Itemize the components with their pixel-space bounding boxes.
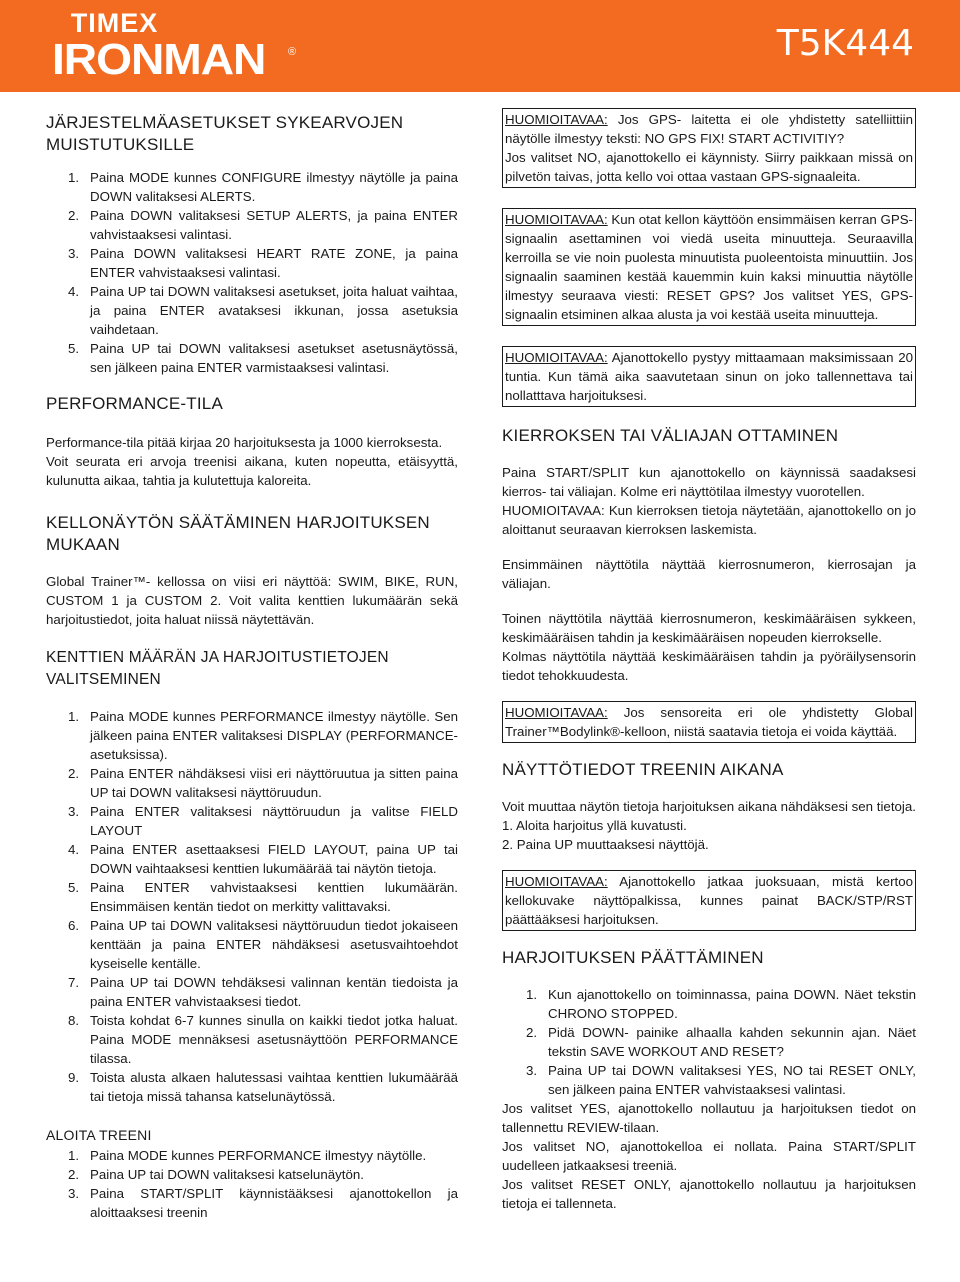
- end-workout-yes: Jos valitset YES, ajanottokello nollautuu ja harjoituksen tiedot on tallennettu REVIEW-tilaan.: [502, 1101, 916, 1135]
- list-number: 1.: [68, 1148, 80, 1163]
- note-body: Ajanottokello jatkaa juoksuaan, mistä kertoo kellokuvake näyttöpalkissa, kunnes painat BACK/STP/RST päättääksesi harjoituksen.: [505, 874, 913, 927]
- list-number: 1.: [526, 987, 538, 1002]
- display-workout-paragraph: Voit muuttaa näytön tietoja harjoituksen aikana nähdäksesi sen tietoja.: [502, 799, 916, 814]
- section-title-display-adjust: KELLONÄYTÖN SÄÄTÄMINEN HARJOITUKSEN MUKAAN: [46, 513, 430, 554]
- note-body: Jos GPS- laitetta ei ole yhdistetty satelliittiin näytölle ilmestyy teksti: NO GPS FIX! START ACTIVITIY?: [505, 112, 913, 146]
- header-banner: [0, 0, 960, 92]
- note-label: HUOMIOITAVAA:: [505, 350, 608, 365]
- note-text: [505, 703, 913, 741]
- list-text: Paina ENTER asettaaksesi FIELD LAYOUT, paina UP tai DOWN vaihtaaksesi kenttien lukumäärää tai näytön tietoja.: [90, 842, 458, 876]
- note-body: Kun otat kellon käyttöön ensimmäisen kerran GPS-signaalin asettaminen voi viedä useita minuutteja. Seuraavilla kerroilla se vie noin puolesta minuutista puoleentoista minuuttiin. Jos signaalin saaminen kestää kauemmin kuin kaksi minuuttia näytölle ilmestyy seuraava viesti: RESET GPS? Jos valitset YES, GPS-signaalin etsiminen alkaa alusta ja voi kestää useita minuutteja.: [505, 212, 913, 322]
- list-number: 2.: [68, 766, 80, 781]
- lap-paragraph-1: Paina START/SPLIT kun ajanottokello on käynnissä saadaksesi kierros- tai väliajan. Kolme eri näyttötilaa ilmestyy vuorotellen.: [502, 465, 916, 499]
- registered-mark: ®: [288, 46, 297, 58]
- list-number: 9.: [68, 1070, 80, 1085]
- list-number: 2.: [526, 1025, 538, 1040]
- logo-timex-text: TIMEX: [70, 8, 159, 38]
- note-box-chrono: [502, 870, 916, 931]
- system-settings-list: [46, 168, 458, 377]
- note-label: HUOMIOITAVAA:: [505, 112, 608, 127]
- list-number: 5.: [68, 341, 80, 356]
- note-label: HUOMIOITAVAA:: [505, 705, 608, 720]
- note-body: Ajanottokello pystyy mittaamaan maksimissaan 20 tuntia. Kun tämä aika saavutetaan sinun on joko tallennettava tai nollatttava harjoituksesi.: [505, 350, 913, 403]
- list-text: Toista alusta alkaen halutessasi vaihtaa kenttien lukumäärää tai tietoja missä tahansa katselunäytössä.: [90, 1070, 458, 1104]
- list-text: Paina MODE kunnes CONFIGURE ilmestyy näytölle ja paina DOWN valitaksesi ALERTS.: [90, 170, 458, 204]
- section-title-start-workout: ALOITA TREENI: [46, 1127, 152, 1143]
- list-item: [46, 707, 458, 764]
- list-number: 8.: [68, 1013, 80, 1028]
- note-box-gps-fix: [502, 108, 916, 188]
- note-box-gps-signal: [502, 208, 916, 326]
- list-text: Paina UP tai DOWN valitaksesi YES, NO tai RESET ONLY, sen jälkeen paina ENTER vahvistaaksesi valintasi.: [548, 1063, 916, 1097]
- section-title-performance-mode: PERFORMANCE-TILA: [46, 394, 223, 413]
- list-text: Paina UP tai DOWN tehdäksesi valinnan kentän tiedoista ja paina ENTER vahvistaaksesi tiedot.: [90, 975, 458, 1009]
- display-workout-step-1: 1. Aloita harjoitus yllä kuvatusti.: [502, 818, 687, 833]
- note-text: [505, 110, 913, 148]
- list-number: 6.: [68, 918, 80, 933]
- note-text: [505, 348, 913, 405]
- list-number: 5.: [68, 880, 80, 895]
- list-text: Paina DOWN valitaksesi SETUP ALERTS, ja paina ENTER vahvistaaksesi valintasi.: [90, 208, 458, 242]
- list-text: Paina UP tai DOWN valitaksesi näyttöruudun tiedot jokaiseen kenttään ja paina ENTER nähdäksesi asetusvaihtoehdot kyseiselle kentälle.: [90, 918, 458, 971]
- list-item: [46, 1068, 458, 1106]
- list-number: 3.: [68, 804, 80, 819]
- logo-ironman-text: IRONMAN: [52, 35, 266, 84]
- note-label: HUOMIOITAVAA:: [505, 874, 608, 889]
- list-number: 3.: [526, 1063, 538, 1078]
- list-text: Paina DOWN valitaksesi HEART RATE ZONE, ja paina ENTER vahvistaaksesi valintasi.: [90, 246, 458, 280]
- list-text: Toista kohdat 6-7 kunnes sinulla on kaikki tiedot jotka haluat. Paina MODE mennäksesi asetusnäyttöön PERFORMANCE tilassa.: [90, 1013, 458, 1066]
- list-text: Paina UP tai DOWN valitaksesi katselunäytön.: [90, 1167, 364, 1182]
- list-text: Paina UP tai DOWN valitaksesi asetukset asetusnäytössä, sen jälkeen paina ENTER varmistaaksesi valintasi.: [90, 341, 458, 375]
- list-item: [46, 1011, 458, 1068]
- list-number: 1.: [68, 709, 80, 724]
- list-item: [46, 168, 458, 206]
- note-text: [505, 872, 913, 929]
- end-workout-list: [502, 985, 916, 1099]
- list-item: [46, 973, 458, 1011]
- list-item: [46, 1184, 458, 1222]
- list-text: Paina ENTER vahvistaaksesi kenttien lukumäärän. Ensimmäisen kentän tiedot on merkitty valittavaksi.: [90, 880, 458, 914]
- performance-paragraph-1: Performance-tila pitää kirjaa 20 harjoituksesta ja 1000 kierroksesta.: [46, 435, 443, 450]
- list-number: 4.: [68, 284, 80, 299]
- list-item: [46, 802, 458, 840]
- lap-paragraph-note: HUOMIOITAVAA: Kun kierroksen tietoja näytetään, ajanottokello on jo aloittanut seuraavan kierroksen laskemista.: [502, 503, 916, 537]
- list-number: 7.: [68, 975, 80, 990]
- lap-paragraph-2: Ensimmäinen näyttötila näyttää kierrosnumeron, kierrosajan ja väliajan.: [502, 557, 916, 591]
- timex-ironman-logo: [52, 8, 302, 86]
- display-workout-step-2: 2. Paina UP muuttaaksesi näyttöjä.: [502, 837, 709, 852]
- list-number: 1.: [68, 170, 80, 185]
- list-text: Paina MODE kunnes PERFORMANCE ilmestyy näytölle. Sen jälkeen paina ENTER valitaksesi DISPLAY (PERFORMANCE-asetuksissa).: [90, 709, 458, 762]
- section-title-fields: KENTTIEN MÄÄRÄN JA HARJOITUSTIETOJEN VALITSEMINEN: [46, 649, 389, 688]
- model-number: T5K444: [776, 23, 914, 64]
- list-item: [502, 985, 916, 1023]
- list-number: 3.: [68, 246, 80, 261]
- list-text: Paina ENTER nähdäksesi viisi eri näyttöruutua ja sitten paina UP tai DOWN valitaksesi näyttöruudun.: [90, 766, 458, 800]
- fields-list: [46, 707, 458, 1106]
- list-number: 3.: [68, 1186, 80, 1201]
- section-title-end-workout: HARJOITUKSEN PÄÄTTÄMINEN: [502, 948, 764, 967]
- list-text: Pidä DOWN- painike alhaalla kahden sekunnin ajan. Näet tekstin SAVE WORKOUT AND RESET?: [548, 1025, 916, 1059]
- list-text: Paina MODE kunnes PERFORMANCE ilmestyy näytölle.: [90, 1148, 427, 1163]
- list-number: 2.: [68, 208, 80, 223]
- list-item: [502, 1023, 916, 1061]
- display-adjust-paragraph: Global Trainer™- kellossa on viisi eri näyttöä: SWIM, BIKE, RUN, CUSTOM 1 ja CUSTOM 2. Voit valita kenttien lukumäärän sekä harjoitustiedot, joita haluat niissä näytettävän.: [46, 574, 458, 627]
- left-column: [46, 104, 458, 1222]
- list-item: [46, 206, 458, 244]
- right-column: [502, 104, 916, 1213]
- section-title-lap-split: KIERROKSEN TAI VÄLIAJAN OTTAMINEN: [502, 426, 839, 445]
- list-item: [46, 916, 458, 973]
- note-text: [505, 210, 913, 324]
- performance-paragraph-2: Voit seurata eri arvoja treenisi aikana, kuten nopeutta, etäisyyttä, kulunutta aikaa, tahtia ja kulutettuja kaloreita.: [46, 454, 458, 488]
- end-workout-no: Jos valitset NO, ajanottokelloa ei nollata. Paina START/SPLIT uudelleen jatkaaksesi treeniä.: [502, 1139, 916, 1173]
- list-number: 2.: [68, 1167, 80, 1182]
- list-item: [46, 282, 458, 339]
- note-box-sensors: [502, 701, 916, 743]
- list-item: [46, 1165, 458, 1184]
- list-number: 4.: [68, 842, 80, 857]
- list-item: [46, 878, 458, 916]
- section-title-display-during-workout: NÄYTTÖTIEDOT TREENIN AIKANA: [502, 760, 784, 779]
- end-workout-reset: Jos valitset RESET ONLY, ajanottokello nollautuu ja harjoituksen tietoja ei tallenneta.: [502, 1177, 916, 1211]
- lap-paragraph-4: Kolmas näyttötila näyttää keskimääräisen tahdin ja pyöräilysensorin tiedot tehokkuudesta.: [502, 649, 916, 683]
- note-text-2: Jos valitset NO, ajanottokello ei käynnisty. Siirry paikkaan missä on pilvetön taivas, jotta kello voi ottaa vastaan GPS-signaaleita.: [505, 150, 913, 184]
- list-item: [502, 1061, 916, 1099]
- lap-paragraph-3: Toinen näyttötila näyttää kierrosnumeron, keskimääräisen sykkeen, keskimääräisen tahdin ja keskimääräisen nopeuden kierrokselle.: [502, 611, 916, 645]
- note-body: Jos sensoreita eri ole yhdistetty Global Trainer™Bodylink®-kelloon, niistä saatavia tietoja ei voida käyttää.: [505, 705, 913, 739]
- list-item: [46, 339, 458, 377]
- list-text: Paina ENTER valitaksesi näyttöruudun ja valitse FIELD LAYOUT: [90, 804, 458, 838]
- note-box-max-time: [502, 346, 916, 407]
- list-text: Paina START/SPLIT käynnistääksesi ajanottokellon ja aloittaaksesi treenin: [90, 1186, 458, 1220]
- list-item: [46, 1146, 458, 1165]
- list-item: [46, 764, 458, 802]
- list-text: Kun ajanottokello on toiminnassa, paina DOWN. Näet tekstin CHRONO STOPPED.: [548, 987, 916, 1021]
- list-text: Paina UP tai DOWN valitaksesi asetukset, joita haluat vaihtaa, ja paina ENTER avataksesi ikkunan, jossa asetuksia vaihdetaan.: [90, 284, 458, 337]
- start-workout-list: [46, 1146, 458, 1222]
- list-item: [46, 244, 458, 282]
- section-title-system-settings: JÄRJESTELMÄASETUKSET SYKEARVOJEN MUISTUTUKSILLE: [46, 113, 404, 154]
- note-label: HUOMIOITAVAA:: [505, 212, 608, 227]
- list-item: [46, 840, 458, 878]
